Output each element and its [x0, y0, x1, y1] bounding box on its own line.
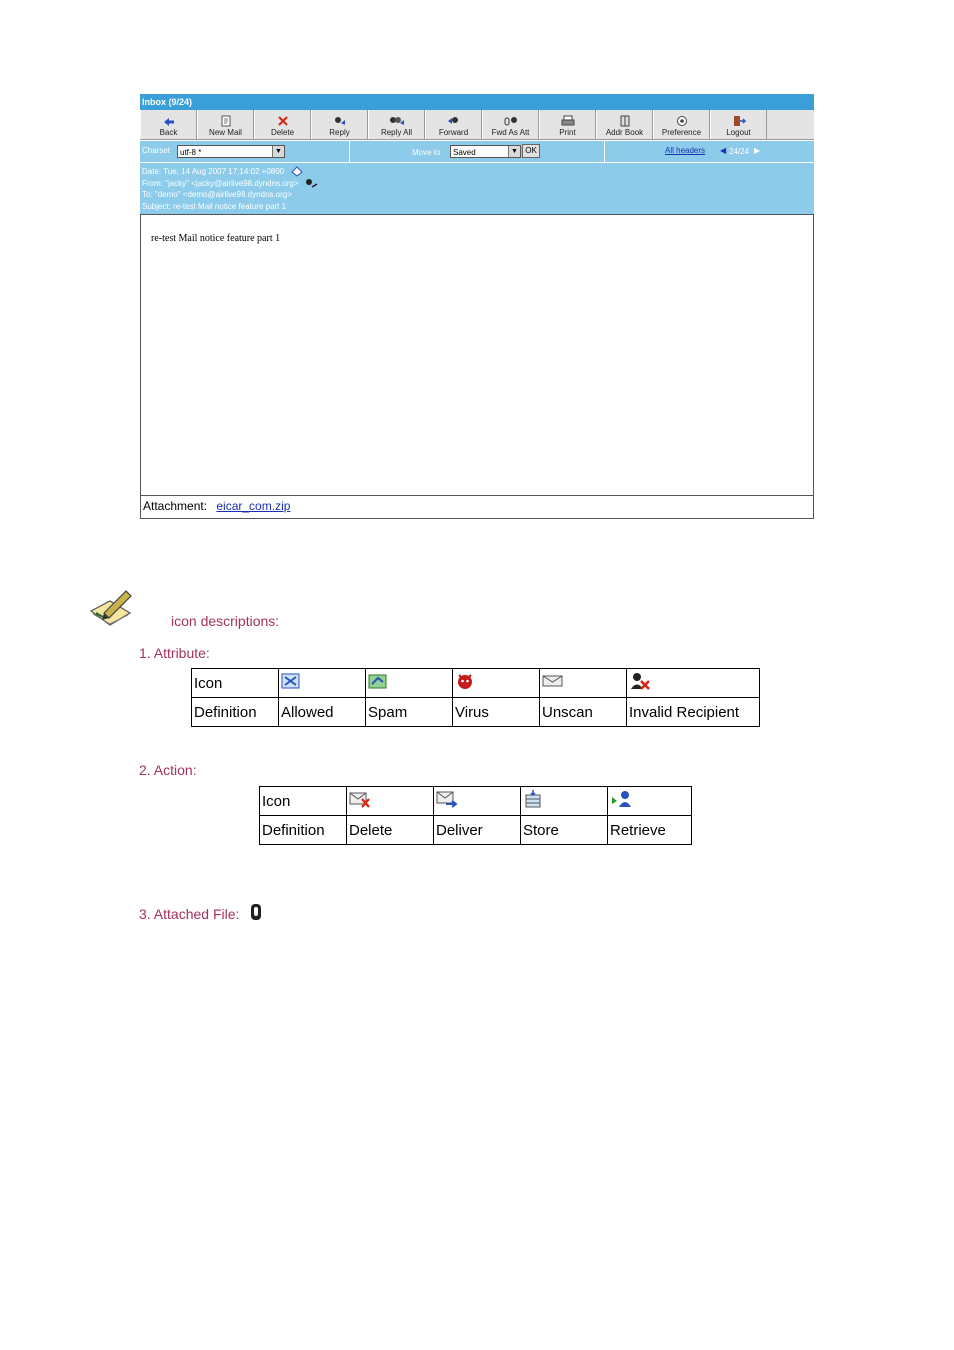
back-label: Back	[159, 128, 178, 137]
allowed-icon	[281, 672, 301, 690]
attribute-icon-row	[192, 669, 760, 698]
print-button[interactable]	[539, 110, 596, 139]
deliver-mail-icon	[436, 790, 458, 808]
attachment-label: Attachment:	[143, 499, 208, 513]
forward-attachment-icon	[504, 115, 518, 127]
retrieve-icon	[610, 789, 634, 809]
back-arrow-icon	[163, 117, 175, 127]
move-to-select[interactable]	[450, 145, 521, 158]
toolbar	[140, 110, 814, 140]
definition-allowed: Allowed	[279, 698, 366, 727]
logout-label: Logout	[726, 128, 751, 137]
attribute-cell-allowed	[279, 669, 366, 698]
navigation-cell	[605, 141, 814, 162]
address-book-label: Addr Book	[605, 128, 644, 137]
action-icon-row	[260, 787, 692, 816]
move-to-value: Saved	[453, 148, 476, 157]
attached-file-heading: 3. Attached File:	[139, 906, 240, 922]
forward-as-attachment-button[interactable]	[482, 110, 539, 139]
action-definition-row	[260, 816, 692, 845]
preference-label: Preference	[661, 128, 702, 137]
action-definition-label: Definition	[260, 816, 347, 845]
definition-spam: Spam	[366, 698, 453, 727]
attribute-heading: 1. Attribute:	[139, 645, 210, 661]
previous-arrow-icon[interactable]: ◀	[720, 146, 727, 155]
header-from: From: "jacky" <jacky@airlive98.dyndns.org>	[142, 178, 299, 188]
options-bar	[140, 141, 814, 162]
action-table	[259, 786, 692, 845]
header-from-row	[142, 178, 814, 190]
charset-select[interactable]	[177, 145, 285, 158]
attribute-definition-row	[192, 698, 760, 727]
definition-virus: Virus	[453, 698, 540, 727]
forward-button[interactable]	[425, 110, 482, 139]
forward-as-attachment-label: Fwd As Att	[491, 128, 530, 137]
header-date: Date: Tue, 14 Aug 2007 17:14:02 +0800	[142, 167, 285, 176]
reply-label: Reply	[329, 128, 350, 137]
action-cell-retrieve	[608, 787, 692, 816]
unscan-envelope-icon	[542, 674, 564, 688]
virus-icon	[455, 672, 475, 690]
delete-label: Delete	[270, 128, 295, 137]
all-headers-link[interactable]: All headers	[665, 146, 706, 155]
move-to-label: Move to	[412, 148, 441, 157]
note-pencil-icon	[88, 587, 134, 629]
print-label: Print	[559, 128, 576, 137]
attached-file-heading-row	[139, 903, 263, 922]
notes-title: icon descriptions:	[171, 613, 280, 629]
action-cell-deliver	[434, 787, 521, 816]
logout-button[interactable]	[710, 110, 767, 139]
reply-button[interactable]	[311, 110, 368, 139]
charset-label: Charset	[142, 146, 171, 155]
preference-button[interactable]	[653, 110, 710, 139]
definition-deliver: Deliver	[434, 816, 521, 845]
address-book-icon	[619, 115, 631, 127]
store-icon	[523, 789, 543, 809]
chevron-down-icon: ▼	[508, 146, 520, 157]
chevron-down-icon: ▼	[272, 146, 284, 157]
reply-all-button[interactable]	[368, 110, 425, 139]
message-body	[140, 214, 814, 496]
preference-icon	[676, 115, 688, 127]
move-to-cell	[350, 141, 605, 162]
attachment-clip-icon	[249, 903, 263, 921]
logout-door-icon	[732, 115, 746, 127]
attribute-cell-unscan	[540, 669, 627, 698]
header-to: To: "demo" <demo@airlive98.dyndns.org>	[142, 190, 292, 199]
add-to-calendar-icon[interactable]	[290, 166, 304, 177]
address-book-button[interactable]	[596, 110, 653, 139]
new-mail-label: New Mail	[209, 128, 242, 137]
attribute-definition-label: Definition	[192, 698, 279, 727]
reply-icon	[333, 115, 347, 127]
header-date-row	[142, 166, 814, 178]
attribute-cell-invalid-recipient	[627, 669, 760, 698]
back-button[interactable]	[140, 110, 197, 139]
spam-icon	[368, 672, 388, 690]
definition-delete: Delete	[347, 816, 434, 845]
definition-store: Store	[521, 816, 608, 845]
mail-window	[140, 94, 814, 519]
new-mail-button[interactable]	[197, 110, 254, 139]
attachment-link[interactable]: eicar_com.zip	[216, 499, 291, 513]
charset-value: utf-8 *	[180, 148, 202, 157]
delete-mail-icon	[349, 790, 371, 808]
definition-invalid-recipient: Invalid Recipient	[627, 698, 760, 727]
action-heading: 2. Action:	[139, 762, 197, 778]
reply-all-icon	[389, 115, 405, 127]
delete-button[interactable]	[254, 110, 311, 139]
definition-unscan: Unscan	[540, 698, 627, 727]
message-headers	[140, 163, 814, 214]
attribute-icon-label: Icon	[192, 669, 279, 698]
action-cell-delete	[347, 787, 434, 816]
new-mail-icon	[220, 115, 232, 127]
attachment-row	[140, 495, 814, 519]
delete-x-icon	[277, 115, 289, 127]
pager-text: 24/24	[729, 147, 750, 156]
reply-all-label: Reply All	[380, 128, 413, 137]
forward-label: Forward	[438, 128, 469, 137]
invalid-recipient-icon	[629, 671, 651, 691]
attribute-table	[191, 668, 760, 727]
action-icon-label: Icon	[260, 787, 347, 816]
printer-icon	[561, 115, 575, 127]
ok-button[interactable]: OK	[522, 144, 540, 158]
attribute-cell-spam	[366, 669, 453, 698]
forward-icon	[447, 115, 461, 127]
message-body-text: re-test Mail notice feature part 1	[151, 233, 281, 244]
next-arrow-icon[interactable]: ▶	[754, 146, 761, 155]
header-subject: Subject: re-test Mail notice feature part 1	[142, 201, 287, 211]
action-cell-store	[521, 787, 608, 816]
definition-retrieve: Retrieve	[608, 816, 692, 845]
attribute-cell-virus	[453, 669, 540, 698]
charset-cell	[140, 141, 350, 162]
window-title: Inbox (9/24)	[140, 94, 814, 110]
add-contact-icon[interactable]	[304, 178, 318, 189]
